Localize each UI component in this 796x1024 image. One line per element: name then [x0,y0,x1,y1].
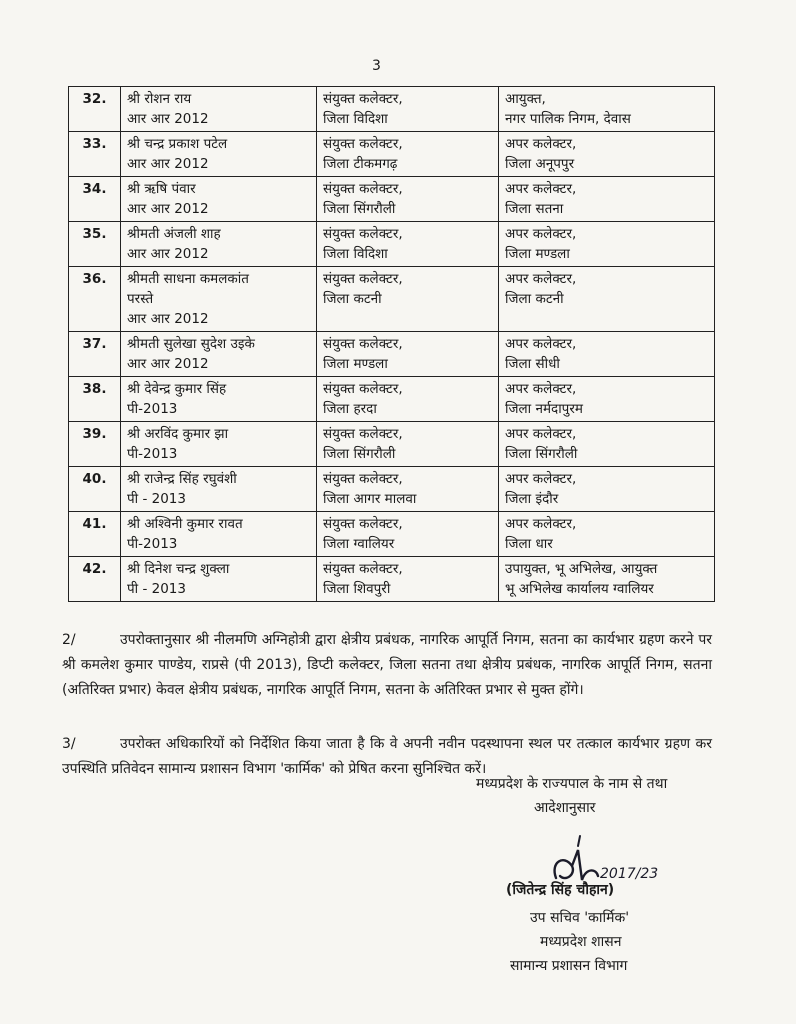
serial-number-cell: 33. [69,132,121,177]
officer-name-line: पी - 2013 [127,581,186,597]
current-posting-line: संयुक्त कलेक्टर, [323,336,403,352]
transfer-table-body [69,87,715,602]
current-posting-cell [317,87,499,132]
officer-name-line: श्रीमती अंजली शाह [127,226,221,242]
serial-number-cell: 32. [69,87,121,132]
new-posting-line: जिला सतना [505,201,564,217]
current-posting-line: जिला सिंगरौली [323,201,396,217]
new-posting-cell [499,132,715,177]
current-posting-line: जिला हरदा [323,401,377,417]
officer-name-line: श्री ऋषि पंवार [127,181,196,197]
signer-name: (जितेन्द्र सिंह चौहान) [506,882,615,898]
current-posting-line: संयुक्त कलेक्टर, [323,91,403,107]
new-posting-cell [499,87,715,132]
officer-name-line: पी-2013 [127,446,178,462]
new-posting-cell [499,422,715,467]
current-posting-line: संयुक्त कलेक्टर, [323,136,403,152]
table-row [69,557,715,602]
new-posting-line: जिला इंदौर [505,491,559,507]
new-posting-line: अपर कलेक्टर, [505,471,577,487]
officer-name-line: आर आर 2012 [127,246,209,262]
current-posting-line: जिला विदिशा [323,111,388,127]
table-row [69,512,715,557]
signature-date: 2017/23 [600,866,659,882]
officer-name-line: श्री रोशन राय [127,91,192,107]
table-row [69,177,715,222]
new-posting-line: अपर कलेक्टर, [505,516,577,532]
officer-name-line: आर आर 2012 [127,356,209,372]
new-posting-cell [499,377,715,422]
new-posting-cell [499,557,715,602]
officer-name-cell [121,267,317,332]
officer-name-line: श्रीमती साधना कमलकांत [127,271,249,287]
current-posting-cell [317,512,499,557]
current-posting-line: संयुक्त कलेक्टर, [323,561,403,577]
table-row [69,222,715,267]
officer-name-cell [121,377,317,422]
serial-number-cell: 42. [69,557,121,602]
current-posting-line: जिला मण्डला [323,356,388,372]
new-posting-line: अपर कलेक्टर, [505,271,577,287]
officer-name-cell [121,512,317,557]
new-posting-cell [499,332,715,377]
new-posting-line: अपर कलेक्टर, [505,426,577,442]
officer-name-line: परस्ते [127,291,154,307]
signer-government: मध्यप्रदेश शासन [540,934,622,950]
new-posting-line: आयुक्त, [505,91,546,107]
officer-name-line: पी-2013 [127,401,178,417]
current-posting-line: जिला सिंगरौली [323,446,396,462]
current-posting-line: संयुक्त कलेक्टर, [323,226,403,242]
current-posting-cell [317,222,499,267]
current-posting-cell [317,557,499,602]
new-posting-line: अपर कलेक्टर, [505,336,577,352]
serial-number-cell: 35. [69,222,121,267]
officer-name-line: श्री राजेन्द्र सिंह रघुवंशी [127,471,237,487]
new-posting-line: जिला सीधी [505,356,560,372]
officer-name-cell [121,222,317,267]
officer-name-cell [121,177,317,222]
paragraph-3-number: 3/ [62,736,76,752]
current-posting-line: जिला शिवपुरी [323,581,391,597]
new-posting-line: जिला धार [505,536,553,552]
table-row [69,467,715,512]
current-posting-cell [317,422,499,467]
current-posting-cell [317,132,499,177]
table-row [69,87,715,132]
new-posting-line: अपर कलेक्टर, [505,381,577,397]
serial-number-cell: 39. [69,422,121,467]
officer-name-cell [121,132,317,177]
new-posting-line: उपायुक्त, भू अभिलेख, आयुक्त [505,561,658,577]
serial-number-cell: 34. [69,177,121,222]
officer-name-cell [121,557,317,602]
paragraph-2-number: 2/ [62,632,76,648]
new-posting-line: अपर कलेक्टर, [505,136,577,152]
current-posting-line: संयुक्त कलेक्टर, [323,471,403,487]
page-number: 3 [372,58,381,74]
new-posting-line: भू अभिलेख कार्यालय ग्वालियर [505,581,654,597]
officer-name-line: पी - 2013 [127,491,186,507]
officer-name-line: श्रीमती सुलेखा सुदेश उइके [127,336,255,352]
signer-designation: उप सचिव 'कार्मिक' [530,910,630,926]
current-posting-cell [317,177,499,222]
new-posting-cell [499,467,715,512]
serial-number-cell: 36. [69,267,121,332]
current-posting-line: जिला आगर मालवा [323,491,417,507]
serial-number-cell: 40. [69,467,121,512]
new-posting-line: जिला मण्डला [505,246,570,262]
new-posting-cell [499,177,715,222]
serial-number-cell: 37. [69,332,121,377]
paragraph-3-text: उपरोक्त अधिकारियों को निर्देशित किया जाता है कि वे अपनी नवीन पदस्थापना स्थल पर तत्काल कार्यभार ग्रहण कर उपस्थिति प्रतिवेदन सामान्य प्रशासन विभाग 'कार्मिक' को प्रेषित करना सुनिश्चित करें। [62,736,712,777]
table-row [69,332,715,377]
new-posting-line: जिला अनूपपुर [505,156,575,172]
current-posting-line: जिला टीकमगढ़ [323,156,398,172]
new-posting-line: जिला सिंगरौली [505,446,578,462]
officer-name-line: आर आर 2012 [127,156,209,172]
officer-name-line: आर आर 2012 [127,201,209,217]
table-row [69,422,715,467]
officer-name-cell [121,87,317,132]
new-posting-line: जिला नर्मदापुरम [505,401,583,417]
current-posting-line: जिला कटनी [323,291,382,307]
officer-name-line: पी-2013 [127,536,178,552]
officer-name-cell [121,332,317,377]
current-posting-line: संयुक्त कलेक्टर, [323,426,403,442]
officer-name-cell [121,467,317,512]
officer-name-line: श्री अश्विनी कुमार रावत [127,516,243,532]
officer-name-line: श्री अरविंद कुमार झा [127,426,229,442]
officer-name-line: श्री देवेन्द्र कुमार सिंह [127,381,227,397]
new-posting-cell [499,512,715,557]
new-posting-line: जिला कटनी [505,291,564,307]
new-posting-line: नगर पालिक निगम, देवास [505,111,631,127]
officer-name-line: आर आर 2012 [127,111,209,127]
current-posting-line: संयुक्त कलेक्टर, [323,381,403,397]
paragraph-2 [62,628,712,703]
table-row [69,267,715,332]
new-posting-cell [499,267,715,332]
closing-line-order: आदेशानुसार [534,800,596,816]
officer-name-line: श्री दिनेश चन्द्र शुक्ला [127,561,230,577]
table-row [69,132,715,177]
table-row [69,377,715,422]
current-posting-line: जिला ग्वालियर [323,536,395,552]
serial-number-cell: 41. [69,512,121,557]
current-posting-cell [317,332,499,377]
signer-department: सामान्य प्रशासन विभाग [510,958,628,974]
officer-name-cell [121,422,317,467]
current-posting-cell [317,377,499,422]
new-posting-cell [499,222,715,267]
current-posting-line: संयुक्त कलेक्टर, [323,181,403,197]
paragraph-2-text: उपरोक्तानुसार श्री नीलमणि अग्निहोत्री द्वारा क्षेत्रीय प्रबंधक, नागरिक आपूर्ति निगम, सतना का कार्यभार ग्रहण करने पर श्री कमलेश कुमार पाण्डेय, राप्रसे (पी 2013), डिप्टी कलेक्टर, जिला सतना तथा क्षेत्रीय प्रबंधक, नागरिक आपूर्ति निगम, सतना (अतिरिक्त प्रभार) केवल क्षेत्रीय प्रबंधक, नागरिक आपूर्ति निगम, सतना के अतिरिक्त प्रभार से मुक्त होंगे। [62,632,712,698]
current-posting-line: संयुक्त कलेक्टर, [323,271,403,287]
current-posting-line: जिला विदिशा [323,246,388,262]
current-posting-cell [317,467,499,512]
new-posting-line: अपर कलेक्टर, [505,226,577,242]
new-posting-line: अपर कलेक्टर, [505,181,577,197]
current-posting-cell [317,267,499,332]
current-posting-line: संयुक्त कलेक्टर, [323,516,403,532]
serial-number-cell: 38. [69,377,121,422]
officer-name-line: श्री चन्द्र प्रकाश पटेल [127,136,228,152]
closing-line-governor: मध्यप्रदेश के राज्यपाल के नाम से तथा [476,776,668,792]
officer-name-line: आर आर 2012 [127,311,209,327]
transfer-table [68,86,715,602]
